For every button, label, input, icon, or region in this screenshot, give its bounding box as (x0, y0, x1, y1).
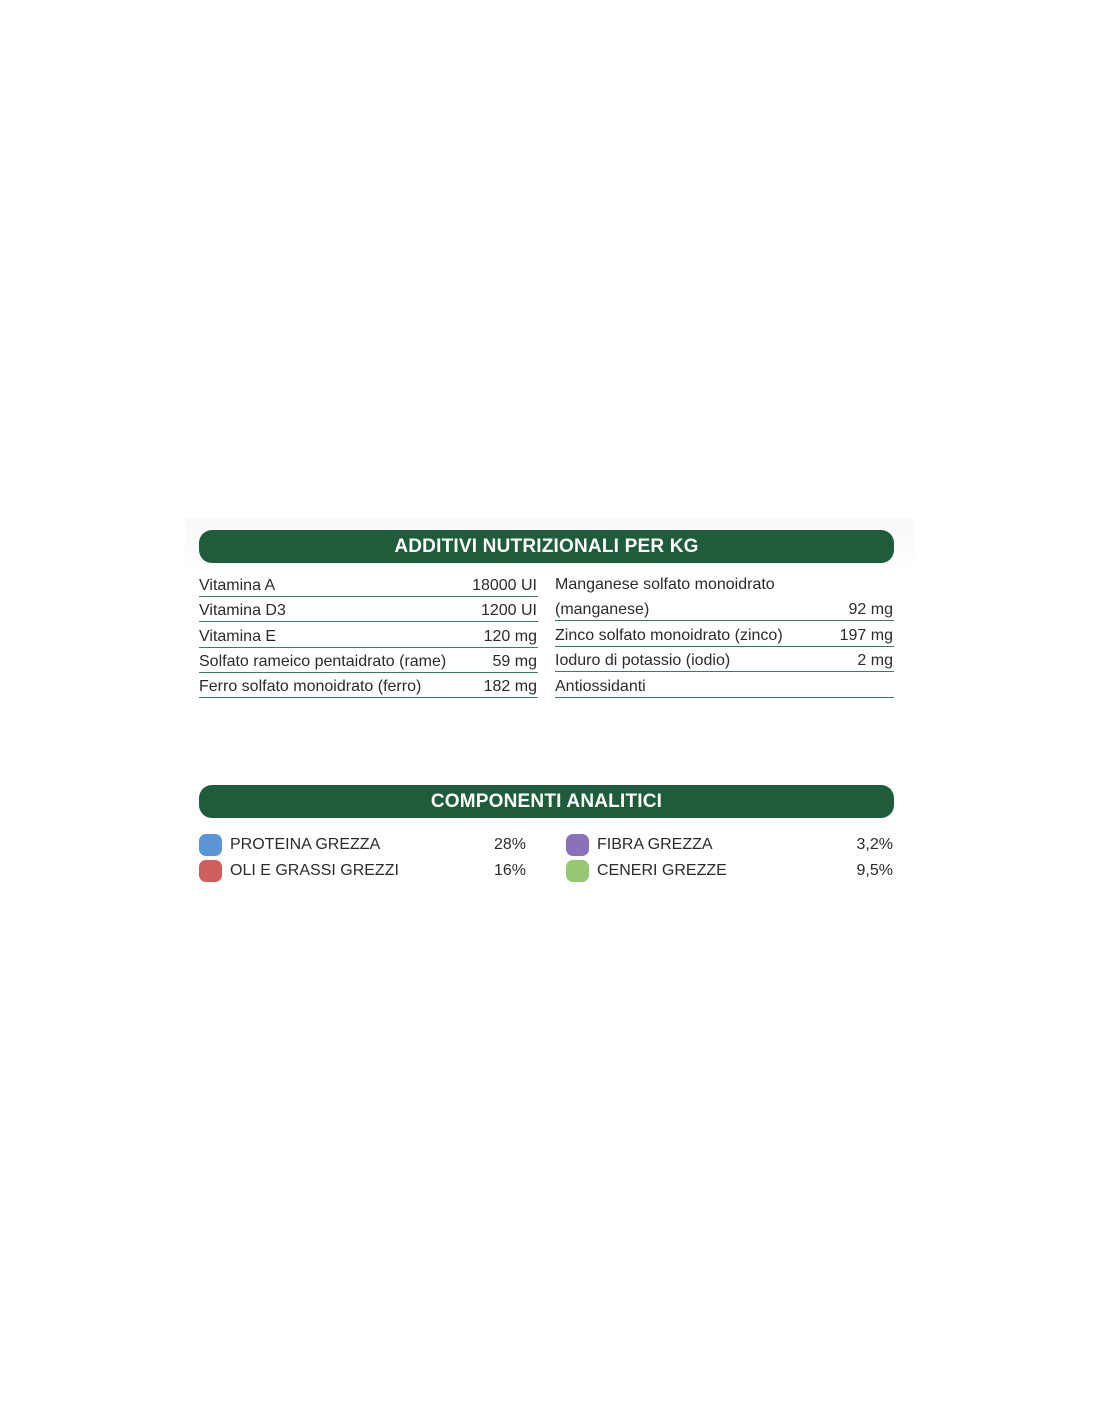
componenti-header: COMPONENTI ANALITICI (199, 785, 894, 818)
componenti-label: FIBRA GREZZA (597, 836, 713, 853)
additivi-label: Vitamina D3 (199, 602, 286, 620)
color-swatch (199, 860, 222, 882)
additivi-label: Vitamina A (199, 577, 276, 594)
componenti-label: CENERI GREZZE (597, 862, 727, 879)
componenti-value: 9,5% (856, 862, 893, 879)
color-swatch (199, 834, 222, 856)
componenti-value: 3,2% (856, 836, 893, 853)
additivi-label-line1: Manganese solfato monoidrato (555, 576, 775, 593)
additivi-row (199, 673, 538, 698)
color-swatch (566, 860, 589, 882)
additivi-value: 182 mg (483, 678, 537, 696)
additivi-value: 120 mg (483, 627, 537, 645)
componenti-value: 28% (493, 836, 526, 853)
additivi-label: Zinco solfato monoidrato (zinco) (555, 626, 783, 644)
additivi-label: Ioduro di potassio (iodio) (555, 652, 731, 669)
componenti-label: OLI E GRASSI GREZZI (230, 862, 399, 879)
componenti-item (199, 834, 526, 858)
additivi-row (199, 648, 538, 673)
additivi-row (199, 572, 538, 597)
componenti-item (566, 860, 893, 884)
additivi-value: 18000 UI (472, 577, 537, 594)
additivi-row (555, 673, 894, 698)
additivi-value: 59 mg (492, 653, 537, 671)
additivi-right-column (555, 572, 894, 698)
additivi-value: 197 mg (839, 626, 893, 644)
additivi-header: ADDITIVI NUTRIZIONALI PER KG (199, 530, 894, 563)
componenti-label: PROTEINA GREZZA (230, 836, 381, 853)
additivi-label: Antiossidanti (555, 677, 646, 695)
additivi-value: 1200 UI (480, 602, 537, 620)
additivi-row (555, 622, 894, 647)
additivi-row (555, 572, 894, 621)
additivi-left-column (199, 572, 538, 699)
color-swatch (566, 834, 589, 856)
additivi-row (199, 597, 538, 622)
additivi-label: Solfato rameico pentaidrato (rame) (199, 653, 447, 671)
additivi-value: 92 mg (848, 601, 893, 618)
componenti-item (566, 834, 893, 858)
additivi-value: 2 mg (857, 652, 893, 669)
componenti-item (199, 860, 526, 884)
additivi-label: Ferro solfato monoidrato (ferro) (199, 678, 422, 696)
componenti-value: 16% (493, 862, 526, 879)
additivi-row (555, 647, 894, 672)
additivi-label: Vitamina E (199, 627, 277, 645)
additivi-label-line2: (manganese) (555, 601, 650, 618)
additivi-row (199, 623, 538, 648)
